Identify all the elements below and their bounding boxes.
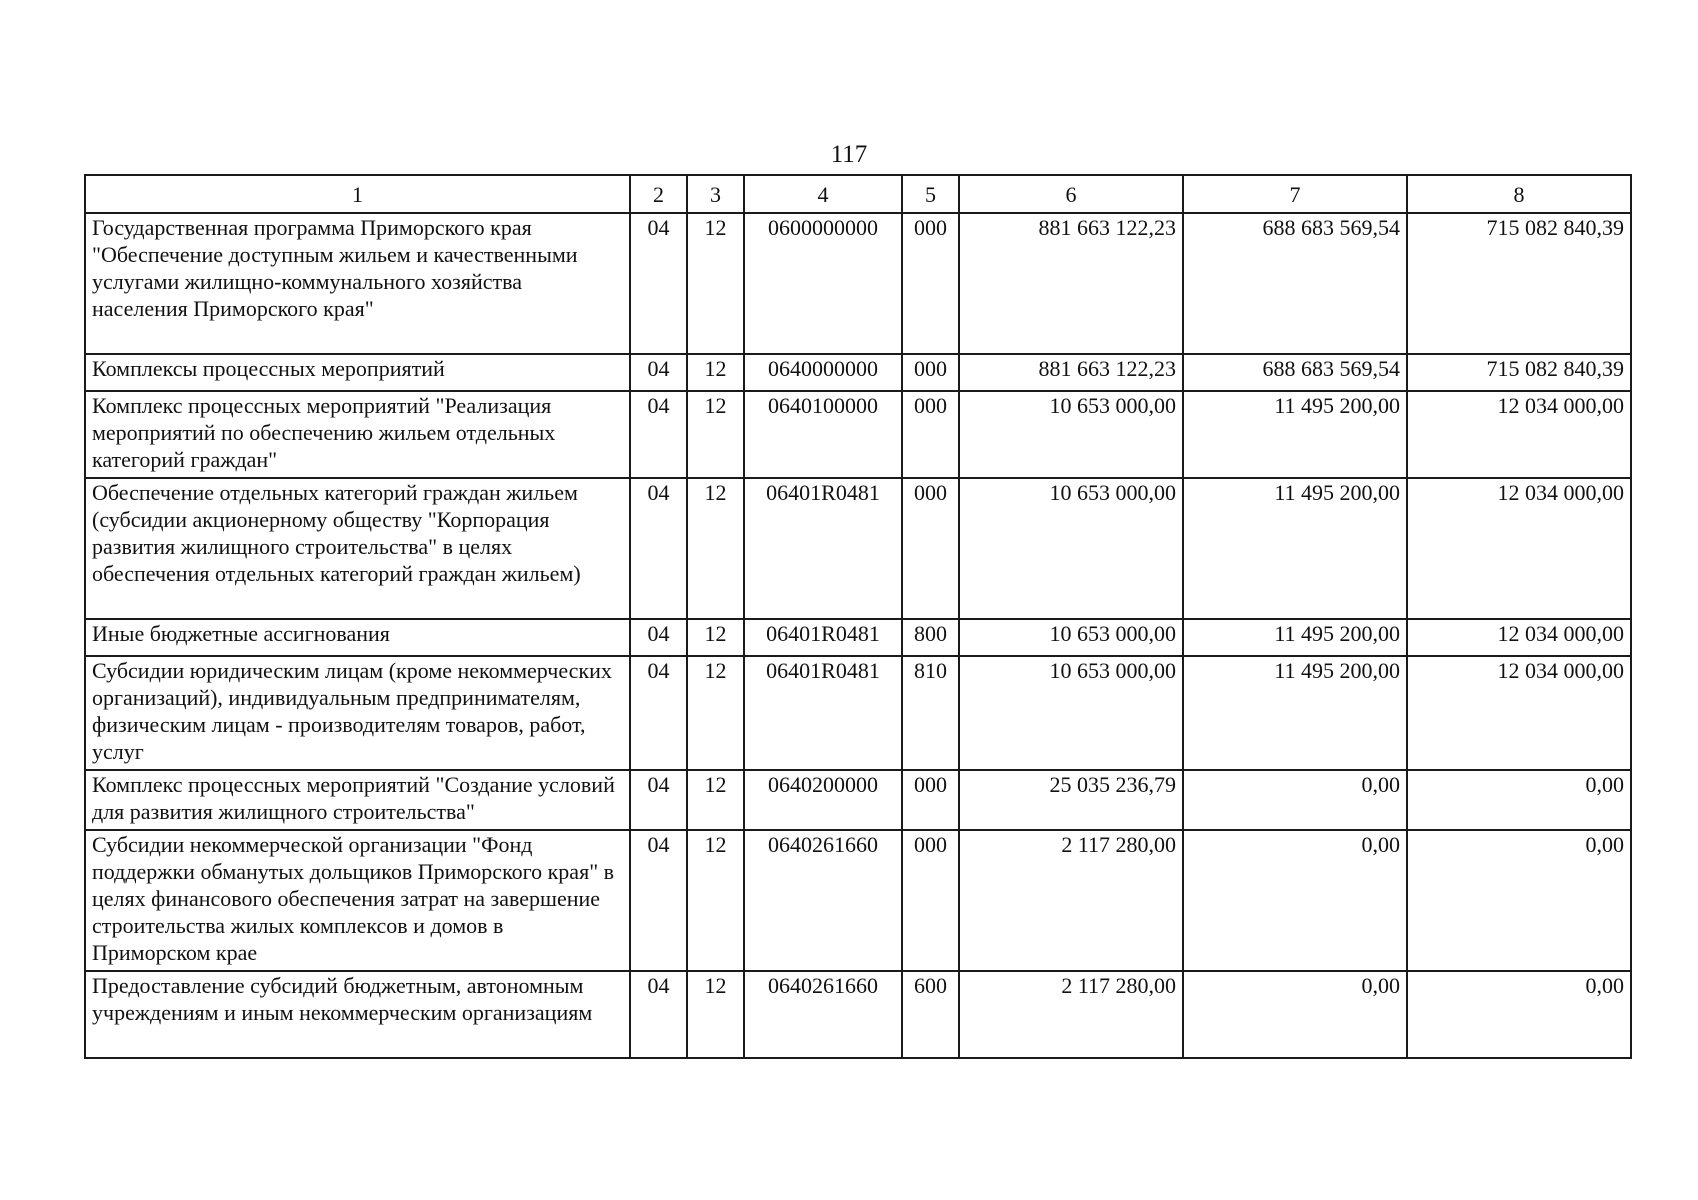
amount-col-8: 0,00 (1407, 770, 1631, 830)
budget-table (84, 174, 1632, 1059)
subsection-code: 12 (687, 478, 744, 619)
subsection-code: 12 (687, 830, 744, 971)
amount-col-6: 881 663 122,23 (959, 213, 1183, 354)
amount-col-7: 11 495 200,00 (1183, 656, 1407, 770)
amount-col-6: 10 653 000,00 (959, 391, 1183, 478)
amount-col-7: 688 683 569,54 (1183, 354, 1407, 391)
target-article-code: 06401R0481 (744, 478, 902, 619)
target-article-code: 06401R0481 (744, 619, 902, 656)
amount-col-6: 10 653 000,00 (959, 478, 1183, 619)
section-code: 04 (630, 656, 687, 770)
amount-col-6: 10 653 000,00 (959, 656, 1183, 770)
target-article-code: 0600000000 (744, 213, 902, 354)
column-header: 3 (687, 175, 744, 213)
row-name: Комплексы процессных мероприятий (85, 354, 630, 391)
row-name: Предоставление субсидий бюджетным, автономным учреждениям и иным некоммерческим организациям (85, 971, 630, 1058)
expense-type-code: 600 (902, 971, 959, 1058)
table-row (85, 656, 1631, 770)
expense-type-code: 000 (902, 770, 959, 830)
amount-col-7: 11 495 200,00 (1183, 391, 1407, 478)
subsection-code: 12 (687, 619, 744, 656)
amount-col-8: 715 082 840,39 (1407, 213, 1631, 354)
section-code: 04 (630, 830, 687, 971)
subsection-code: 12 (687, 354, 744, 391)
table-header-row (85, 175, 1631, 213)
section-code: 04 (630, 619, 687, 656)
expense-type-code: 000 (902, 830, 959, 971)
expense-type-code: 000 (902, 478, 959, 619)
expense-type-code: 810 (902, 656, 959, 770)
target-article-code: 0640000000 (744, 354, 902, 391)
target-article-code: 0640100000 (744, 391, 902, 478)
amount-col-6: 2 117 280,00 (959, 971, 1183, 1058)
section-code: 04 (630, 391, 687, 478)
expense-type-code: 000 (902, 213, 959, 354)
amount-col-8: 12 034 000,00 (1407, 619, 1631, 656)
target-article-code: 06401R0481 (744, 656, 902, 770)
section-code: 04 (630, 213, 687, 354)
amount-col-6: 25 035 236,79 (959, 770, 1183, 830)
amount-col-7: 11 495 200,00 (1183, 619, 1407, 656)
subsection-code: 12 (687, 391, 744, 478)
subsection-code: 12 (687, 971, 744, 1058)
section-code: 04 (630, 971, 687, 1058)
section-code: 04 (630, 478, 687, 619)
amount-col-7: 0,00 (1183, 770, 1407, 830)
target-article-code: 0640261660 (744, 971, 902, 1058)
table-row (85, 478, 1631, 619)
section-code: 04 (630, 354, 687, 391)
column-header: 8 (1407, 175, 1631, 213)
page-number: 117 (830, 141, 868, 168)
row-name: Субсидии юридическим лицам (кроме некоммерческих организаций), индивидуальным предпринимателям, физическим лицам - производителям товаров, работ, услуг (85, 656, 630, 770)
amount-col-8: 12 034 000,00 (1407, 478, 1631, 619)
column-header: 5 (902, 175, 959, 213)
target-article-code: 0640200000 (744, 770, 902, 830)
subsection-code: 12 (687, 213, 744, 354)
row-name: Обеспечение отдельных категорий граждан жильем (субсидии акционерному обществу "Корпорация развития жилищного строительства" в целях обеспечения отдельных категорий граждан жильем) (85, 478, 630, 619)
row-name: Субсидии некоммерческой организации "Фонд поддержки обманутых дольщиков Приморского края" в целях финансового обеспечения затрат на завершение строительства жилых комплексов и домов в Приморском крае (85, 830, 630, 971)
section-code: 04 (630, 770, 687, 830)
row-name: Иные бюджетные ассигнования (85, 619, 630, 656)
subsection-code: 12 (687, 770, 744, 830)
row-name: Государственная программа Приморского края "Обеспечение доступным жильем и качественными услугами жилищно-коммунального хозяйства населения Приморского края" (85, 213, 630, 354)
target-article-code: 0640261660 (744, 830, 902, 971)
table-row (85, 619, 1631, 656)
column-header: 2 (630, 175, 687, 213)
amount-col-7: 688 683 569,54 (1183, 213, 1407, 354)
amount-col-7: 0,00 (1183, 971, 1407, 1058)
table-row (85, 391, 1631, 478)
amount-col-8: 12 034 000,00 (1407, 656, 1631, 770)
amount-col-8: 715 082 840,39 (1407, 354, 1631, 391)
amount-col-6: 10 653 000,00 (959, 619, 1183, 656)
expense-type-code: 000 (902, 354, 959, 391)
amount-col-7: 0,00 (1183, 830, 1407, 971)
subsection-code: 12 (687, 656, 744, 770)
amount-col-8: 0,00 (1407, 971, 1631, 1058)
table-row (85, 354, 1631, 391)
amount-col-7: 11 495 200,00 (1183, 478, 1407, 619)
table-row (85, 213, 1631, 354)
column-header: 7 (1183, 175, 1407, 213)
row-name: Комплекс процессных мероприятий "Создание условий для развития жилищного строительства" (85, 770, 630, 830)
table-row (85, 971, 1631, 1058)
amount-col-6: 881 663 122,23 (959, 354, 1183, 391)
amount-col-8: 12 034 000,00 (1407, 391, 1631, 478)
table-row (85, 770, 1631, 830)
amount-col-8: 0,00 (1407, 830, 1631, 971)
column-header: 6 (959, 175, 1183, 213)
row-name: Комплекс процессных мероприятий "Реализация мероприятий по обеспечению жильем отдельных категорий граждан" (85, 391, 630, 478)
column-header: 4 (744, 175, 902, 213)
table-row (85, 830, 1631, 971)
expense-type-code: 800 (902, 619, 959, 656)
column-header: 1 (85, 175, 630, 213)
expense-type-code: 000 (902, 391, 959, 478)
amount-col-6: 2 117 280,00 (959, 830, 1183, 971)
